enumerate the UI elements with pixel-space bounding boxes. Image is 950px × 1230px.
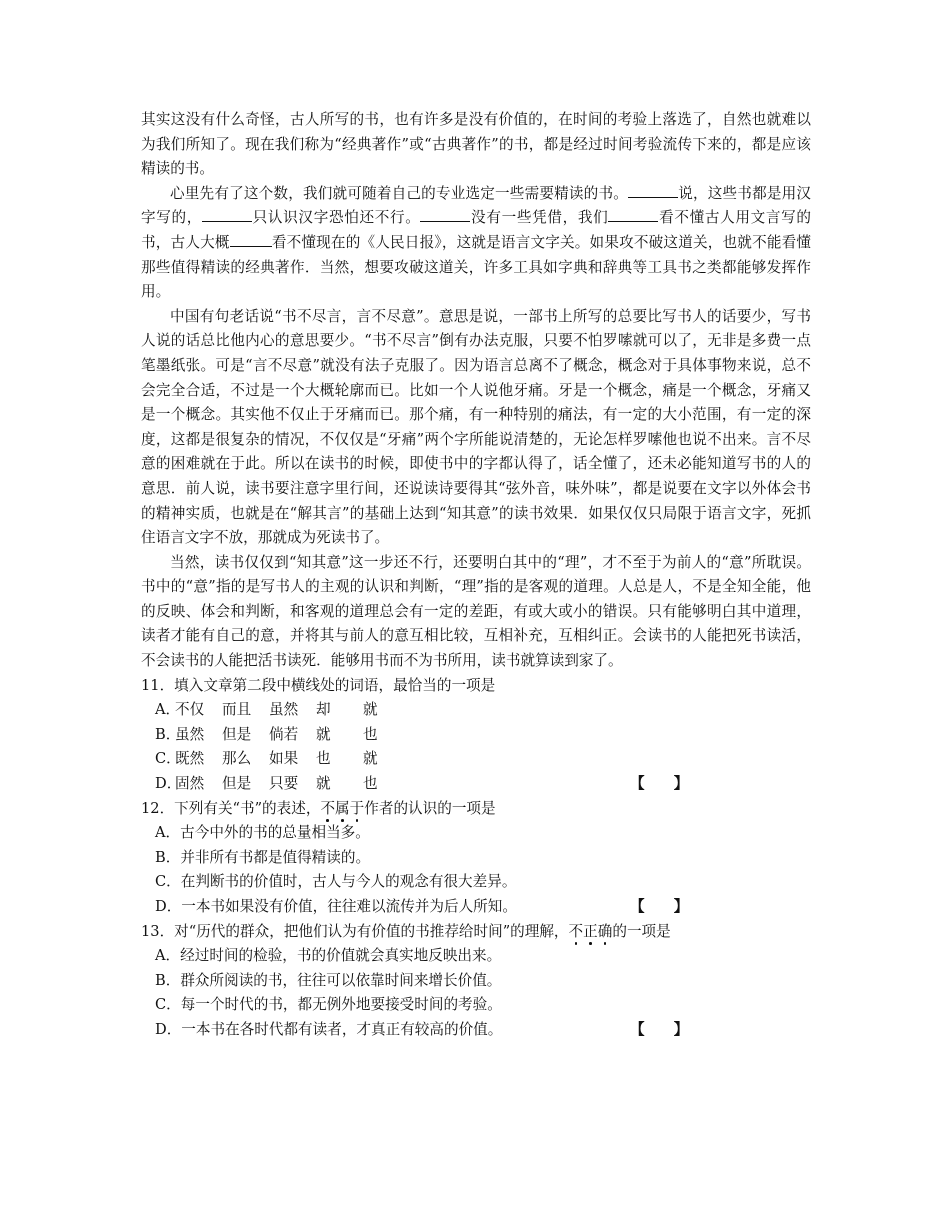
option-word: 固然 bbox=[175, 775, 205, 793]
p2-segment-3: 只认识汉字恐怕还不行。 bbox=[252, 209, 421, 227]
p2-segment-5: 看不懂古人用文言写的书，古人大概 bbox=[141, 209, 811, 251]
emphasis-char: 确 bbox=[597, 922, 613, 940]
exam-page bbox=[141, 108, 811, 1043]
stem-text: 作者的认识的一项是 bbox=[364, 799, 496, 817]
option-word: 就 bbox=[363, 701, 378, 719]
question-12 bbox=[141, 797, 811, 920]
question-12-option-a[interactable]: A．古今中外的书的总量相当多。 bbox=[155, 824, 370, 842]
emphasis-char: 正 bbox=[583, 922, 598, 940]
option-word: 既然 bbox=[175, 750, 205, 768]
option-word: 只要 bbox=[269, 775, 299, 793]
question-13-stem bbox=[141, 920, 811, 945]
answer-bracket-11[interactable]: 【 】 bbox=[630, 775, 689, 793]
emphasis-char: 不 bbox=[568, 922, 584, 940]
option-label: C． bbox=[155, 750, 181, 768]
fill-blank-5[interactable] bbox=[230, 231, 272, 247]
stem-text: 的一项是 bbox=[612, 922, 671, 940]
question-13-option-b[interactable]: B．群众所阅读的书，往往可以依靠时间来增长价值。 bbox=[155, 971, 502, 989]
option-word: 那么 bbox=[222, 750, 252, 768]
question-13-option-c[interactable]: C．每一个时代的书，都无例外地要接受时间的考验。 bbox=[155, 996, 502, 1014]
option-text: D．一本书在各时代都有读者，才真正有较高的价值。 bbox=[155, 1020, 503, 1038]
question-12-option-d[interactable] bbox=[141, 895, 811, 920]
emphasis-char: 不 bbox=[320, 799, 336, 817]
question-11 bbox=[141, 674, 811, 797]
question-13 bbox=[141, 920, 811, 1043]
question-12-option-b[interactable]: B．并非所有书都是值得精读的。 bbox=[155, 848, 371, 866]
option-word: 倘若 bbox=[269, 725, 299, 743]
fill-blank-1[interactable] bbox=[628, 182, 678, 198]
option-label: D． bbox=[155, 775, 182, 793]
stem-text: 13．对“历代的群众，把他们认为有价值的书推荐给时间”的理解， bbox=[141, 922, 569, 940]
fill-blank-4[interactable] bbox=[608, 206, 658, 222]
stem-text: 12．下列有关“书”的表述， bbox=[141, 799, 321, 817]
emphasis-char: 于 bbox=[349, 799, 365, 817]
fill-blank-3[interactable] bbox=[420, 206, 470, 222]
question-13-option-a[interactable]: A．经过时间的检验，书的价值就会真实地反映出来。 bbox=[155, 947, 502, 965]
question-11-option-a[interactable] bbox=[141, 698, 811, 723]
option-word: 虽然 bbox=[175, 725, 205, 743]
option-word: 也 bbox=[316, 750, 331, 768]
question-11-option-b[interactable] bbox=[141, 723, 811, 748]
option-word: 却 bbox=[316, 701, 331, 719]
option-word: 而且 bbox=[222, 701, 252, 719]
question-11-option-c[interactable] bbox=[141, 747, 811, 772]
p2-segment-1: 心里先有了这个数，我们就可随着自己的专业选定一些需要精读的书。 bbox=[170, 184, 629, 202]
question-12-option-c[interactable]: C．在判断书的价值时，古人与今人的观念有很大差异。 bbox=[155, 873, 517, 891]
question-11-option-d[interactable] bbox=[141, 772, 811, 797]
option-word: 虽然 bbox=[269, 701, 299, 719]
passage-paragraph-2 bbox=[141, 182, 811, 305]
question-11-stem: 11．填入文章第二段中横线处的词语，最恰当的一项是 bbox=[141, 676, 496, 694]
option-label: A． bbox=[155, 701, 181, 719]
option-word: 如果 bbox=[269, 750, 299, 768]
fill-blank-2[interactable] bbox=[202, 206, 252, 222]
option-text: D．一本书如果没有价值，往往难以流传并为后人所知。 bbox=[155, 898, 517, 915]
passage-paragraph-1: 其实这没有什么奇怪，古人所写的书，也有许多是没有价值的，在时间的考验上落选了，自然也就难以为我们所知了。现在我们称为“经典著作”或“古典著作”的书，都是经过时间考验流传下来的，都是应该精读的书。 bbox=[141, 111, 811, 178]
question-12-stem bbox=[141, 797, 811, 822]
passage-paragraph-3: 中国有句老话说“书不尽言，言不尽意”。意思是说，一部书上所写的总要比写书人的话要少，写书人说的话总比他内心的意思要少。“书不尽言”倒有办法克服，只要不怕罗嗦就可以了，无非是多费一点笔墨纸张。可是“言不尽意”就没有法子克服了。因为语言总离不了概念，概念对于具体事物来说，总不会完全合适，不过是一个大概轮廓而已。比如一个人说他牙痛。牙是一个概念，痛是一个概念，牙痛又是一个概念。其实他不仅止于牙痛而已。那个痛，有一种特别的痛法，有一定的大小范围，有一定的深度，这都是很复杂的情况，不仅仅是“牙痛”两个字所能说清楚的，无论怎样罗嗦他也说不出来。言不尽意的困难就在于此。所以在读书的时候，即使书中的字都认得了，话全懂了，还未必能知道写书的人的意思．前人说，读书要注意字里行间，还说读诗要得其“弦外音，味外味”，都是说要在文字以外体会书的精神实质，也就是在“解其言”的基础上达到“知其意”的读书效果．如果仅仅只局限于语言文字，死抓住语言文字不放，那就成为死读书了。 bbox=[141, 307, 811, 547]
answer-bracket-13[interactable]: 【 】 bbox=[630, 1020, 689, 1038]
option-word: 就 bbox=[363, 750, 378, 768]
option-word: 就 bbox=[316, 725, 331, 743]
option-word: 也 bbox=[363, 725, 378, 743]
answer-bracket-12[interactable]: 【 】 bbox=[630, 898, 689, 915]
option-word: 不仅 bbox=[175, 701, 205, 719]
emphasis-char: 属 bbox=[335, 799, 350, 817]
option-word: 但是 bbox=[222, 775, 252, 793]
option-word: 但是 bbox=[222, 725, 252, 743]
p2-segment-4: 没有一些凭借，我们 bbox=[470, 209, 609, 227]
option-label: B． bbox=[155, 725, 181, 743]
p2-segment-2: 说，这些书都是用汉字写的， bbox=[141, 184, 811, 227]
p2-segment-6: 看不懂现在的《人民日报》，这就是语言文字关。如果攻不破这道关，也就不能看懂那些值得精读的经典著作．当然，想要攻破这道关，许多工具如字典和辞典等工具书之类都能够发挥作用。 bbox=[141, 233, 811, 301]
question-13-option-d[interactable] bbox=[141, 1018, 811, 1043]
option-word: 也 bbox=[363, 775, 378, 793]
option-word: 就 bbox=[316, 775, 331, 793]
passage-paragraph-4: 当然，读书仅仅到“知其意”这一步还不行，还要明白其中的“理”，才不至于为前人的“意”所耽误。书中的“意”指的是写书人的主观的认识和判断，“理”指的是客观的道理。人总是人，不是全知全能，他的反映、体会和判断，和客观的道理总会有一定的差距，有或大或小的错误。只有能够明白其中道理，读者才能有自己的意，并将其与前人的意互相比较，互相补充，互相纠正。会读书的人能把死书读活，不会读书的人能把活书读死．能够用书而不为书所用，读书就算读到家了。 bbox=[141, 553, 811, 670]
